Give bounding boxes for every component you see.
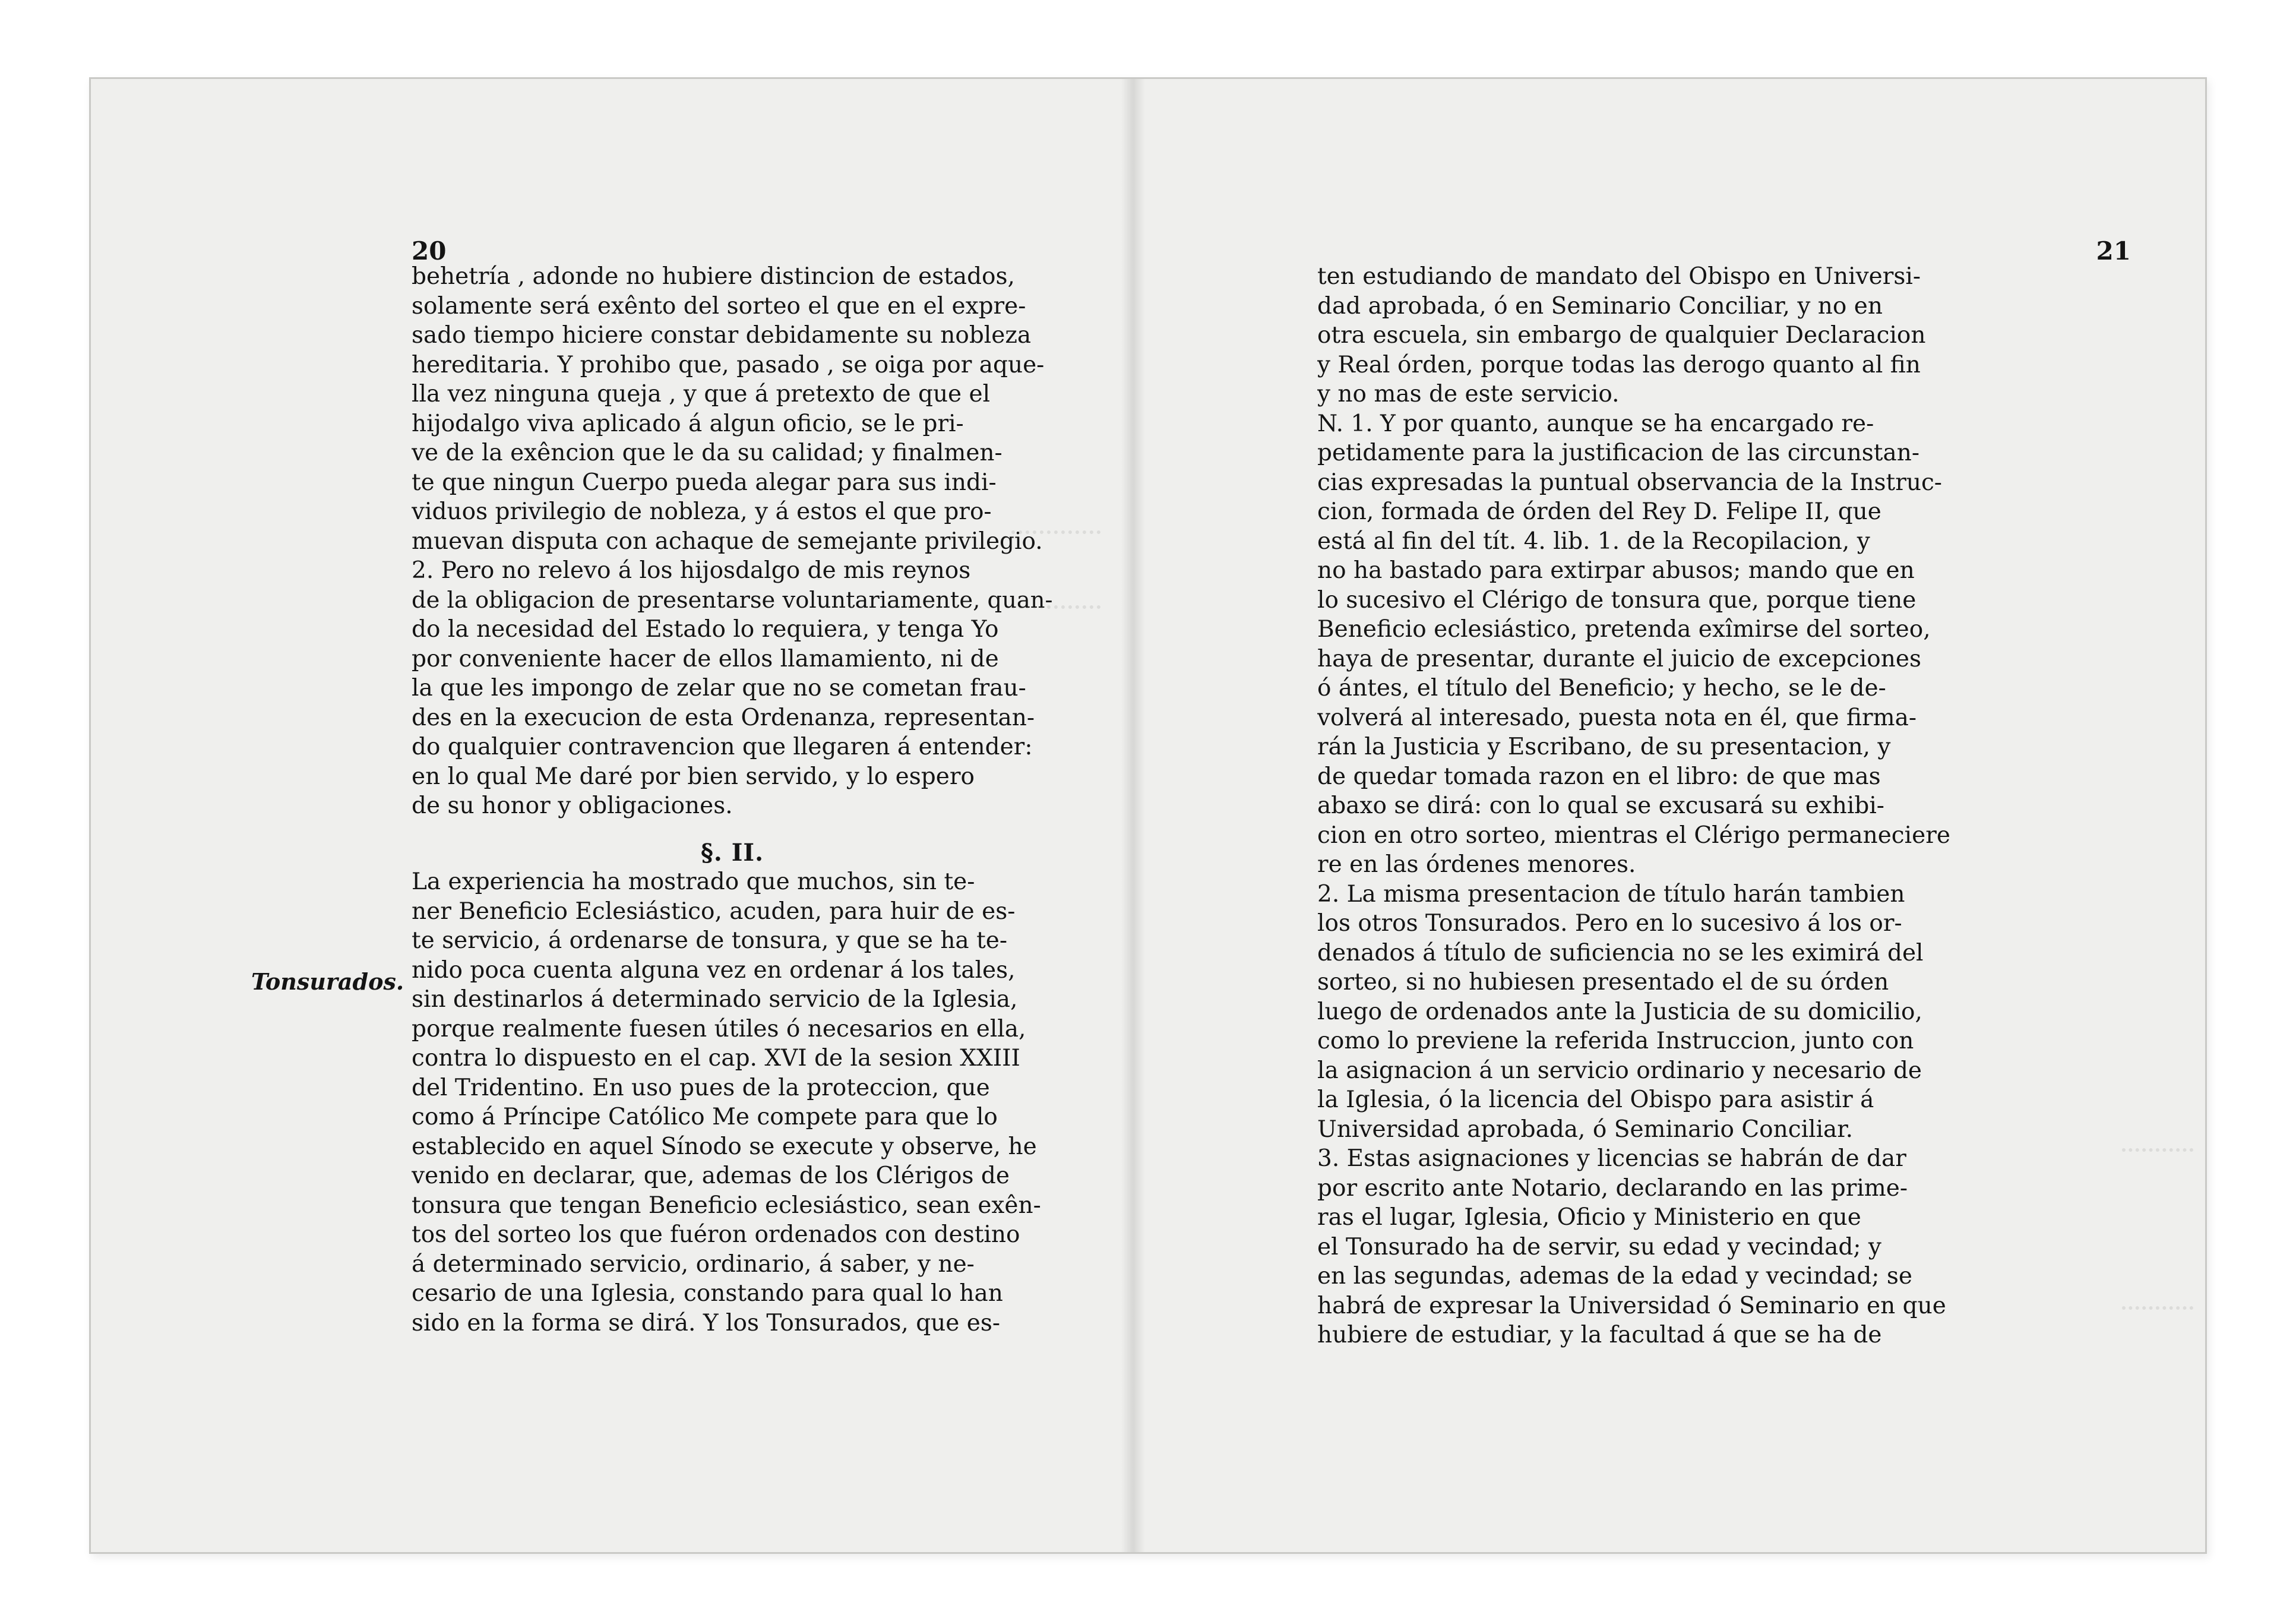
text-line: de la obligacion de presentarse voluntariamente, quan- bbox=[412, 586, 1053, 614]
section-heading: §. II. bbox=[700, 838, 764, 867]
open-book bbox=[89, 77, 2207, 1554]
text-line: dad aprobada, ó en Seminario Conciliar, y no en bbox=[1317, 292, 1883, 320]
text-line: como á Príncipe Católico Me compete para que lo bbox=[412, 1104, 998, 1130]
text-line: la que les impongo de zelar que no se cometan frau- bbox=[412, 675, 1026, 702]
text-line: tos del sorteo los que fuéron ordenados con destino bbox=[412, 1221, 1020, 1248]
text-line: luego de ordenados ante la Justicia de su domicilio, bbox=[1317, 998, 1922, 1025]
text-line: des en la execucion de esta Ordenanza, representan- bbox=[412, 704, 1035, 731]
text-line: muevan disputa con achaque de semejante privilegio. bbox=[412, 527, 1043, 555]
text-line: do la necesidad del Estado lo requiera, y tenga Yo bbox=[412, 616, 999, 643]
text-line: cion, formada de órden del Rey D. Felipe II, que bbox=[1317, 498, 1881, 525]
text-line: á determinado servicio, ordinario, á saber, y ne- bbox=[412, 1250, 975, 1278]
text-line: lla vez ninguna queja , y que á pretexto de que el bbox=[412, 381, 991, 407]
text-line: porque realmente fuesen útiles ó necesarios en ella, bbox=[412, 1015, 1026, 1042]
book-gutter bbox=[1121, 79, 1145, 1552]
text-line: ó ántes, el título del Beneficio; y hecho, se le de- bbox=[1317, 675, 1886, 702]
text-line: de su honor y obligaciones. bbox=[412, 792, 733, 819]
text-line: sido en la forma se dirá. Y los Tonsurados, que es- bbox=[412, 1309, 1001, 1336]
text-line: te que ningun Cuerpo pueda alegar para sus indi- bbox=[412, 469, 997, 496]
text-line: la asignacion á un servicio ordinario y necesario de bbox=[1317, 1057, 1922, 1084]
text-line: nido poca cuenta alguna vez en ordenar á los tales, bbox=[412, 956, 1016, 984]
text-line: volverá al interesado, puesta nota en él, que firma- bbox=[1317, 704, 1917, 731]
text-line: por escrito ante Notario, declarando en las prime- bbox=[1317, 1174, 1908, 1202]
section-spacer bbox=[412, 821, 1053, 838]
text-line: la Iglesia, ó la licencia del Obispo para asistir á bbox=[1317, 1086, 1874, 1113]
text-line: no ha bastado para extirpar abusos; mando que en bbox=[1317, 557, 1915, 584]
text-line: N. 1. Y por quanto, aunque se ha encargado re- bbox=[1317, 410, 1874, 437]
text-line: Universidad aprobada, ó Seminario Conciliar. bbox=[1317, 1116, 1854, 1143]
right-page-text bbox=[1317, 262, 1971, 1350]
text-line: sorteo, si no hubiesen presentado el de su órden bbox=[1317, 969, 1889, 996]
right-page bbox=[1145, 79, 2205, 1552]
text-line: cion en otro sorteo, mientras el Clérigo permaneciere bbox=[1317, 821, 1950, 849]
text-line: y no mas de este servicio. bbox=[1317, 381, 1620, 407]
left-page bbox=[91, 79, 1124, 1552]
text-line: habrá de expresar la Universidad ó Seminario en que bbox=[1317, 1292, 1946, 1319]
page-number-left: 20 bbox=[412, 236, 447, 266]
text-line: 2. La misma presentacion de título harán tambien bbox=[1317, 880, 1905, 908]
text-line: hubiere de estudiar, y la facultad á que se ha de bbox=[1317, 1322, 1882, 1348]
text-line: abaxo se dirá: con lo qual se excusará su exhibi- bbox=[1317, 792, 1884, 819]
text-line: do qualquier contravencion que llegaren á entender: bbox=[412, 734, 1033, 760]
text-line: rán la Justicia y Escribano, de su presentacion, y bbox=[1317, 734, 1891, 760]
text-line: lo sucesivo el Clérigo de tonsura que, porque tiene bbox=[1317, 586, 1917, 614]
text-line: te servicio, á ordenarse de tonsura, y que se ha te- bbox=[412, 927, 1008, 954]
text-line: viduos privilegio de nobleza, y á estos el que pro- bbox=[412, 498, 992, 525]
text-line: ner Beneficio Eclesiástico, acuden, para huir de es- bbox=[412, 898, 1016, 925]
text-line: sado tiempo hiciere constar debidamente su nobleza bbox=[412, 322, 1032, 349]
text-line: tonsura que tengan Beneficio eclesiástico, sean exên- bbox=[412, 1192, 1041, 1219]
text-line: 3. Estas asignaciones y licencias se habrán de dar bbox=[1317, 1145, 1906, 1172]
text-line: en las segundas, ademas de la edad y vecindad; se bbox=[1317, 1263, 1913, 1290]
text-line: en lo qual Me daré por bien servido, y lo espero bbox=[412, 763, 975, 790]
text-line: del Tridentino. En uso pues de la proteccion, que bbox=[412, 1074, 990, 1101]
text-line: ve de la exêncion que le da su calidad; y finalmen- bbox=[412, 440, 1002, 466]
text-line: haya de presentar, durante el juicio de excepciones bbox=[1317, 645, 1921, 672]
text-line: Beneficio eclesiástico, pretenda exîmirse del sorteo, bbox=[1317, 616, 1931, 643]
text-line: contra lo dispuesto en el cap. XVI de la sesion XXIII bbox=[412, 1045, 1020, 1072]
text-line: denados á título de suficiencia no se les eximirá del bbox=[1317, 939, 1924, 966]
text-line: de quedar tomada razon en el libro: de que mas bbox=[1317, 763, 1881, 790]
text-line: y Real órden, porque todas las derogo quanto al fin bbox=[1317, 351, 1921, 378]
text-line: está al fin del tít. 4. lib. 1. de la Recopilacion, y bbox=[1317, 527, 1870, 555]
text-line: 2. Pero no relevo á los hijosdalgo de mis reynos bbox=[412, 557, 971, 584]
text-line: los otros Tonsurados. Pero en lo sucesivo á los or- bbox=[1317, 910, 1902, 937]
page-number-right: 21 bbox=[2096, 236, 2131, 266]
text-line: hijodalgo viva aplicado á algun oficio, se le pri- bbox=[412, 410, 964, 437]
text-line: otra escuela, sin embargo de qualquier Declaracion bbox=[1317, 322, 1926, 349]
text-line: petidamente para la justificacion de las circunstan- bbox=[1317, 440, 1919, 466]
text-line: ten estudiando de mandato del Obispo en Universi- bbox=[1317, 263, 1921, 290]
text-line: cias expresadas la puntual observancia de la Instruc- bbox=[1317, 469, 1942, 496]
text-line: sin destinarlos á determinado servicio de la Iglesia, bbox=[412, 986, 1018, 1013]
text-line: La experiencia ha mostrado que muchos, sin te- bbox=[412, 868, 975, 895]
left-page-text bbox=[412, 262, 1053, 1338]
text-line: re en las órdenes menores. bbox=[1317, 851, 1636, 878]
text-line: venido en declarar, que, ademas de los Clérigos de bbox=[412, 1162, 1010, 1189]
text-line: el Tonsurado ha de servir, su edad y vecindad; y bbox=[1317, 1233, 1881, 1260]
text-line: establecido en aquel Sínodo se execute y observe, he bbox=[412, 1133, 1037, 1160]
text-line: por conveniente hacer de ellos llamamiento, ni de bbox=[412, 645, 999, 672]
text-line: ras el lugar, Iglesia, Oficio y Ministerio en que bbox=[1317, 1204, 1861, 1231]
margin-note-tonsurados: Tonsurados. bbox=[251, 968, 404, 995]
text-line: behetría , adonde no hubiere distincion de estados, bbox=[412, 263, 1015, 290]
text-line: cesario de una Iglesia, constando para qual lo han bbox=[412, 1280, 1003, 1307]
text-line: como lo previene la referida Instruccion, junto con bbox=[1317, 1028, 1914, 1054]
text-line: solamente será exênto del sorteo el que en el expre- bbox=[412, 292, 1026, 320]
text-line: hereditaria. Y prohibo que, pasado , se oiga por aque- bbox=[412, 351, 1045, 378]
